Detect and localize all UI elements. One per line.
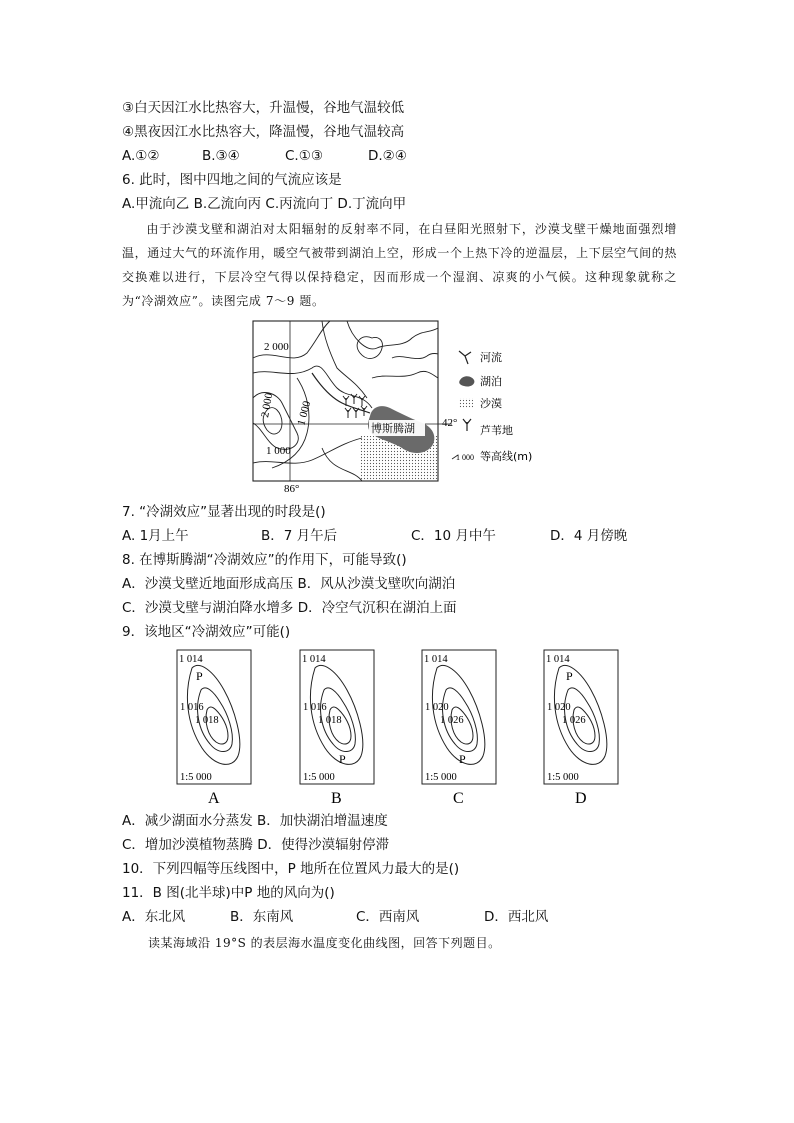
q11-option-c: C．西南风 — [356, 909, 420, 925]
q7-options — [122, 527, 627, 545]
isobar-label-outer: 1 014 — [302, 654, 326, 665]
lake-legend-icon — [459, 376, 474, 386]
passage-text: 由于沙漠戈壁和湖泊对太阳辐射的反射率不同，在白昼阳光照射下，沙漠戈壁干燥地面强烈增温，通过大气的环流作用，暖空气被带到湖泊上空，形成一个上热下冷的逆温层，上下层空气间的热交换难以进行，下层冷空气得以保持稳定，因而形成一个湿润、凉爽的小气候。这种现象就称之为“冷湖效应”。读图完成 7～9 题。 — [122, 222, 677, 308]
isobar-label-outer: 1 014 — [546, 654, 570, 665]
q8-options-cd: C．沙漠戈壁与湖泊降水增多 D．冷空气沉积在湖泊上面 — [122, 600, 457, 616]
q11-option-d: D．西北风 — [484, 909, 549, 925]
q5-option-a: A.①② — [122, 148, 160, 164]
isobar-maps — [174, 648, 634, 808]
q7-option-c: C．10 月中午 — [411, 528, 496, 544]
isobar-panel-d — [544, 650, 618, 807]
point-p-label: P — [459, 752, 466, 766]
q8-options-ab: A．沙漠戈壁近地面形成高压 B．风从沙漠戈壁吹向湖泊 — [122, 576, 456, 592]
q11-options — [122, 908, 548, 926]
desert-legend-icon — [459, 398, 473, 408]
point-p-label: P — [196, 669, 203, 683]
question-9: 9．该地区“冷湖效应”可能() — [122, 624, 291, 640]
q6-options: A.甲流向乙 B.乙流向丙 C.丙流向丁 D.丁流向甲 — [122, 196, 407, 212]
question-8: 8. 在博斯腾湖“冷湖效应”的作用下，可能导致() — [122, 552, 407, 568]
q5-option-c: C.①③ — [285, 148, 323, 164]
q7-option-d: D．4 月傍晚 — [550, 528, 628, 544]
passage — [122, 217, 677, 313]
scale-label: 1:5 000 — [303, 772, 335, 783]
legend-contour: 等高线(m) — [480, 450, 533, 463]
q9-options-cd: C．增加沙漠植物蒸腾 D．使得沙漠辐射停滞 — [122, 837, 390, 853]
isobar-label-middle: 1 020 — [547, 702, 571, 713]
isobar-label-inner: 1 026 — [440, 715, 464, 726]
question-6: 6. 此时，图中四地之间的气流应该是 — [122, 172, 342, 188]
legend-reed: 芦苇地 — [480, 424, 513, 437]
isobar-label-middle: 1 016 — [303, 702, 327, 713]
contour-label-1000-mid: 1 000 — [295, 399, 314, 427]
isobar-label-outer: 1 014 — [424, 654, 448, 665]
legend-lake: 湖泊 — [480, 375, 502, 388]
legend-river: 河流 — [480, 351, 502, 364]
isobar-panel-b — [300, 650, 374, 807]
longitude-label: 86° — [284, 483, 300, 494]
legend-contour-value: 1 000 — [456, 453, 474, 462]
scale-label: 1:5 000 — [180, 772, 212, 783]
q7-option-b: B．7 月午后 — [261, 528, 338, 544]
lake-map-figure — [252, 318, 572, 494]
contour-label-2000-top: 2 000 — [264, 341, 289, 353]
question-10: 10．下列四幅等压线图中，P 地所在位置风力最大的是() — [122, 861, 460, 877]
panel-label: C — [453, 790, 464, 807]
isobar-panel-c — [422, 650, 496, 807]
question-11: 11．B 图(北半球)中P 地的风向为() — [122, 885, 335, 901]
lake-name-label: 博斯腾湖 — [371, 422, 415, 435]
q9-options-ab: A．减少湖面水分蒸发 B．加快湖泊增温速度 — [122, 813, 388, 829]
q5-options — [122, 147, 407, 165]
river-legend-icon — [459, 351, 471, 364]
reed-legend-icon — [463, 419, 471, 431]
legend-desert: 沙漠 — [480, 397, 502, 410]
isobar-label-outer: 1 014 — [179, 654, 203, 665]
isobar-label-middle: 1 016 — [180, 702, 204, 713]
isobar-label-inner: 1 018 — [195, 715, 219, 726]
point-p-label: P — [566, 669, 573, 683]
panel-label: B — [331, 790, 342, 807]
map-legend — [452, 350, 532, 463]
panel-label: A — [208, 790, 220, 807]
q11-option-a: A．东北风 — [122, 909, 186, 925]
reed-marks — [343, 394, 367, 418]
contour-label-1000-bottom: 1 000 — [266, 445, 291, 457]
q7-option-a: A. 1月上午 — [122, 528, 189, 544]
question-7: 7. “冷湖效应”显著出现的时段是() — [122, 504, 326, 520]
q11-option-b: B．东南风 — [230, 909, 294, 925]
isobar-label-inner: 1 018 — [318, 715, 342, 726]
contour-label-2000-left: 2 000 — [259, 392, 276, 419]
panel-label: D — [575, 790, 587, 807]
statement-4: ④黑夜因江水比热容大，降温慢，谷地气温较高 — [122, 124, 405, 140]
point-p-label: P — [339, 752, 346, 766]
scale-label: 1:5 000 — [547, 772, 579, 783]
q5-option-b: B.③④ — [202, 148, 240, 164]
isobar-label-middle: 1 020 — [425, 702, 449, 713]
latitude-label: 42° — [442, 417, 458, 429]
isobar-label-inner: 1 026 — [562, 715, 586, 726]
scale-label: 1:5 000 — [425, 772, 457, 783]
closing-instruction: 读某海域沿 19°S 的表层海水温度变化曲线图，回答下列题目。 — [148, 936, 501, 950]
isobar-panel-a — [177, 650, 251, 807]
q5-option-d: D.②④ — [368, 148, 407, 164]
statement-3: ③白天因江水比热容大，升温慢，谷地气温较低 — [122, 100, 405, 116]
